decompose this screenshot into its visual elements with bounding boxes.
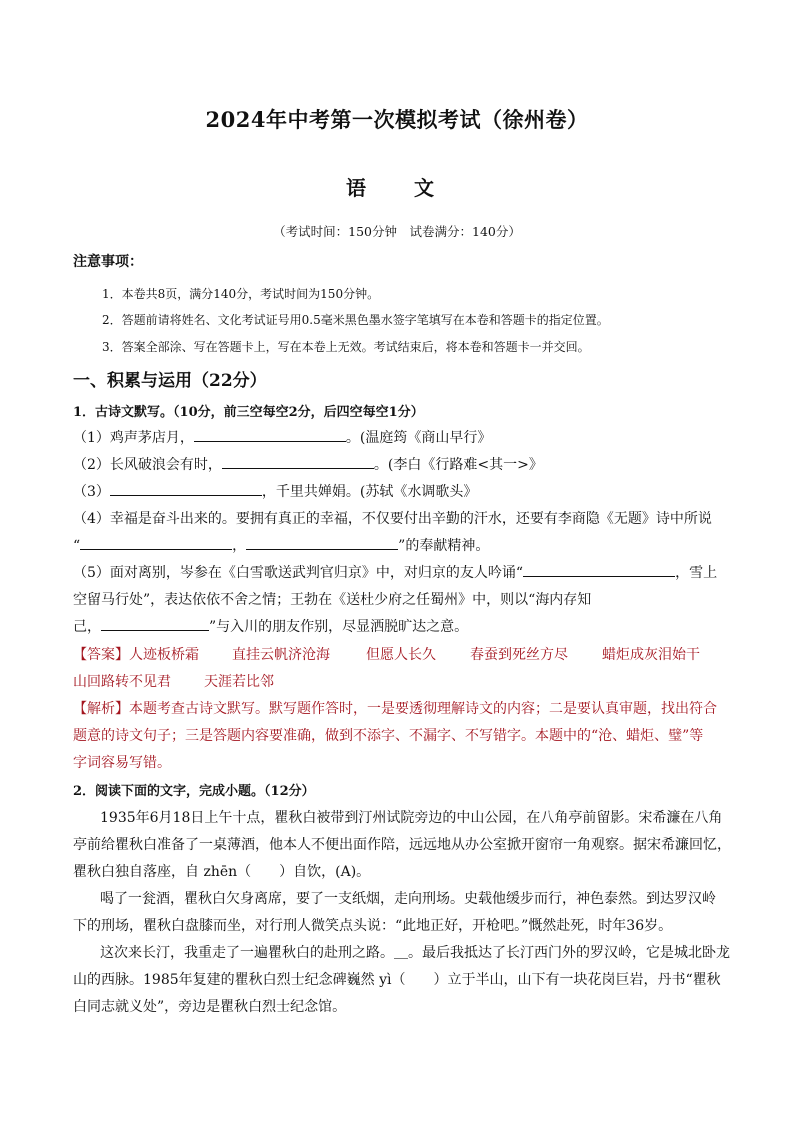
- exam-title: 2024年中考第一次模拟考试（徐州卷）: [205, 107, 589, 132]
- passage-line: 下的刑场，瞿秋白盘膝而坐，对行刑人微笑点头说：“此地正好，开枪吧。”慨然赴死，时年36岁。: [73, 918, 673, 934]
- analysis-line: 字词容易写错。: [73, 755, 171, 771]
- answer-blank: [246, 535, 398, 550]
- q1-line-5d: [73, 616, 468, 636]
- q1-l3-source: ，千里共婵娟。(苏轼《水调歌头》: [261, 484, 478, 500]
- answer-item: 天涯若比邻: [204, 674, 274, 690]
- answer-item: 人迹板桥霜: [129, 647, 199, 663]
- answer-blank: [80, 535, 232, 550]
- notice-item: 3．答案全部涂、写在答题卡上，写在本卷上无效。考试结束后，将本卷和答题卡一并交回。: [102, 340, 590, 354]
- answer-item: 山回路转不见君: [73, 674, 171, 690]
- analysis-line: [73, 698, 717, 718]
- passage-line: 喝了一瓮酒，瞿秋白欠身离席，要了一支纸烟，走向刑场。史载他缓步而行，神色泰然。到达罗汉岭: [100, 891, 716, 907]
- answer-item: 直挂云帆济沧海: [232, 647, 330, 663]
- q1-l5e-tail: ”与入川的朋友作别，尽显洒脱旷达之意。: [209, 619, 469, 635]
- answer-label: 【答案】: [73, 647, 129, 663]
- passage-line: 这次来长汀，我重走了一遍瞿秋白的赴刑之路。＿。最后我抵达了长汀西门外的罗汉岭，它是城北卧龙: [100, 945, 730, 961]
- answer-blank: [222, 454, 374, 469]
- q1-line-3: [73, 481, 477, 501]
- analysis-text: 本题考查古诗文默写。默写题作答时，一是要透彻理解诗文的内容；二是要认真审题，找出符合: [129, 701, 717, 717]
- exam-meta: （考试时间：150分钟 试卷满分：140分）: [273, 224, 521, 239]
- q1-l1-text: （1）鸡声茅店月，: [73, 430, 194, 446]
- q1-line-4b: [73, 535, 489, 555]
- q1-line-1: [73, 427, 491, 447]
- q1-line-2: [73, 454, 543, 474]
- q1-l5-text: （5）面对离别，岑参在《白雪歌送武判官归京》中，对归京的友人吟诵“: [73, 565, 524, 581]
- question-2-heading: 2．阅读下面的文字，完成小题。（12分）: [73, 784, 315, 799]
- quote-open: “: [73, 538, 81, 554]
- comma: ，: [232, 538, 247, 554]
- subject-title: 语 文: [346, 176, 448, 200]
- q1-line-5c: 空留马行处”，表达依依不舍之情；王勃在《送杜少府之任蜀州》中，则以“海内存知: [73, 592, 592, 608]
- notice-heading: 注意事项：: [73, 254, 143, 270]
- notice-item: 1．本卷共8页，满分140分，考试时间为150分钟。: [102, 287, 380, 301]
- q1-l1-source: 。(温庭筠《商山早行》: [345, 430, 492, 446]
- q1-l5d-text: 己，: [73, 619, 101, 635]
- q1-l4b-tail: ”的奉献精神。: [398, 538, 490, 554]
- answer-item: 春蚕到死丝方尽: [470, 647, 568, 663]
- q1-l2-source: 。(李白《行路难<其一>》: [373, 457, 543, 473]
- passage-line: 山的西脉。1985年复建的瞿秋白烈士纪念碑巍然 yì（ ）立于半山，山下有一块花岗巨岩，丹书“瞿秋: [73, 972, 721, 988]
- question-1-heading: 1．古诗文默写。（10分，前三空每空2分，后四空每空1分）: [73, 405, 424, 420]
- q1-line-4: （4）幸福是奋斗出来的。要拥有真正的幸福，不仅要付出辛勤的汗水，还要有李商隐《无题》诗中所说: [73, 511, 712, 527]
- notice-item: 2．答题前请将姓名、文化考试证号用0.5毫米黑色墨水签字笔填写在本卷和答题卡的指定位置。: [102, 313, 609, 327]
- passage-line: 白同志就义处”，旁边是瞿秋白烈士纪念馆。: [73, 999, 347, 1015]
- passage-line: 亭前给瞿秋白准备了一桌薄酒，他本人不便出面作陪，远远地从办公室掀开窗帘一角观察。据宋希濂回忆，: [73, 837, 731, 853]
- q1-l3-text: （3）: [73, 484, 110, 500]
- answer-item: 但愿人长久: [366, 647, 436, 663]
- answer-blank: [101, 616, 209, 631]
- answer-item: 蜡炬成灰泪始干: [602, 647, 700, 663]
- answer-blank: [194, 427, 346, 442]
- q1-l2-text: （2）长风破浪会有时，: [73, 457, 222, 473]
- analysis-label: 【解析】: [73, 701, 129, 717]
- q1-line-5: [73, 562, 717, 582]
- section-heading: 一、积累与运用（22分）: [73, 371, 267, 391]
- q1-l5-tail: ，雪上: [675, 565, 718, 581]
- answer-blank: [110, 481, 262, 496]
- answer-blank: [523, 562, 675, 577]
- passage-line: 瞿秋白独自落座，自 zhēn（ ）自饮，(A)。: [73, 864, 371, 880]
- passage-line: 1935年6月18日上午十点，瞿秋白被带到汀州试院旁边的中山公园，在八角亭前留影。宋希濂在八角: [100, 810, 723, 826]
- analysis-line: 题意的诗文句子；三是答题内容要准确，做到不添字、不漏字、不写错字。本题中的“沧、蜡炬、璧”等: [73, 728, 704, 744]
